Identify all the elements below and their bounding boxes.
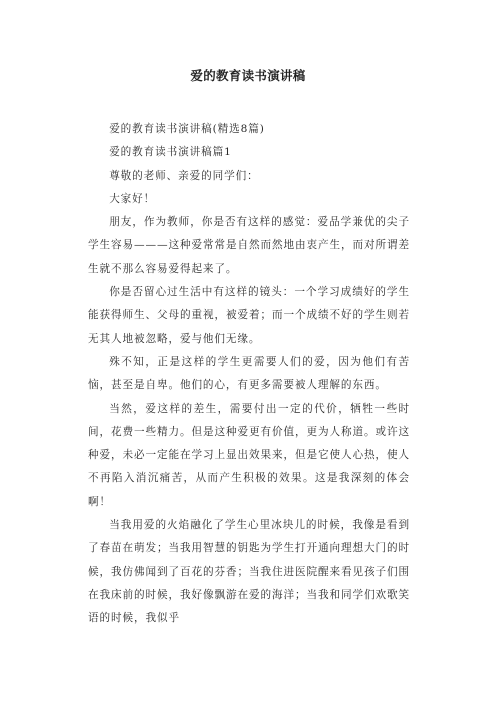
paragraph-body: 朋友，作为教师，你是否有这样的感觉：爱品学兼优的尖子学生容易———这种爱常常是自然而然地由衷产生，而对所谓差生就不那么容易爱得起来了。 — [88, 216, 410, 275]
document-title: 爱的教育读书演讲稿 — [190, 68, 306, 83]
document-body — [88, 118, 410, 631]
paragraph-section-title: 爱的教育读书演讲稿篇1 — [109, 146, 232, 159]
paragraph-heading: 爱的教育读书演讲稿(精选8篇) — [109, 123, 265, 135]
paragraph-salutation: 尊敬的老师、亲爱的同学们： — [109, 169, 259, 182]
paragraph-body: 当然，爱这样的差生，需要付出一定的代价，牺牲一些时间，花费一些精力。但是这种爱更有价值，更为人称道。或许这种爱，未必一定能在学习上显出效果来，但是它使人心热，使人不再陷入消沉痛苦，从而产生积极的效果。这是我深刻的体会啊！ — [88, 402, 410, 508]
paragraph-body: 当我用爱的火焰融化了学生心里冰块儿的时候，我像是看到了春苗在萌发；当我用智慧的钥匙为学生打开通向理想大门的时候，我仿佛闻到了百花的芬香；当我住进医院醒来看见孩子们围在我床前的时候，我好像飘游在爱的海洋；当我和同学们欢歌笑语的时候，我似乎 — [88, 519, 410, 625]
paragraph-greeting: 大家好！ — [109, 192, 156, 205]
paragraph-body: 殊不知，正是这样的学生更需要人们的爱，因为他们有苦恼，甚至是自卑。他们的心，有更多需要被人理解的东西。 — [88, 355, 410, 392]
paragraph-body: 你是否留心过生活中有这样的镜头：一个学习成绩好的学生能获得师生、父母的重视，被爱着；而一个成绩不好的学生则若无其人地被忽略，爱与他们无缘。 — [88, 286, 410, 345]
